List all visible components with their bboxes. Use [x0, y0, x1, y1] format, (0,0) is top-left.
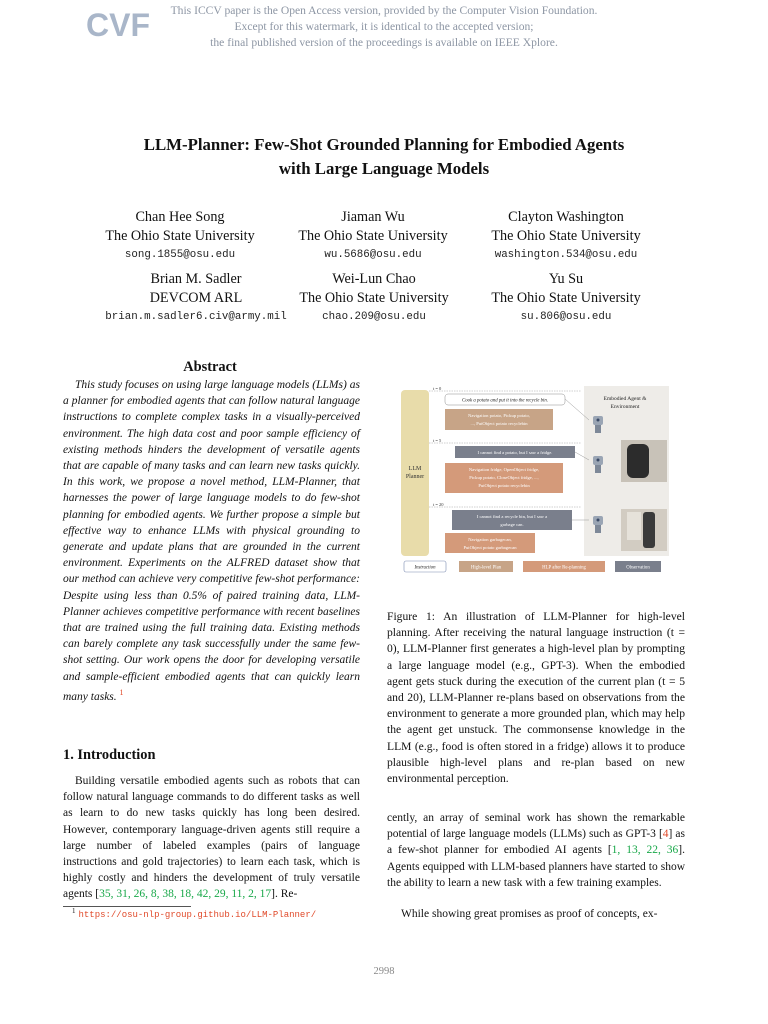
footnote: [72, 907, 317, 920]
plan-2-line-2: Pickup potato, CloseObject fridge, ...,: [469, 475, 539, 480]
citation-links[interactable]: 1, 13, 22, 36: [611, 844, 679, 857]
footnote-number: 1: [72, 907, 76, 915]
legend-instruction-label: Instruction: [414, 565, 436, 571]
author-email: chao.209@osu.edu: [322, 311, 426, 323]
planner-label-line-2: Planner: [405, 474, 425, 480]
llm-planner-bar: [401, 390, 429, 556]
page-number: 2998: [373, 966, 395, 977]
body-text: cently, an array of seminal work has shown the remarkable potential of large language models (LLMs) such as GPT-3 [: [387, 812, 685, 841]
author-affiliation: The Ohio State University: [105, 228, 255, 244]
fridge-shape: [627, 444, 649, 478]
author-block: [70, 208, 290, 264]
right-column-paragraph-2: While showing great promises as proof of concepts, ex-: [401, 908, 658, 920]
wall-shape: [627, 512, 641, 540]
project-url-link[interactable]: https://osu-nlp-group.github.io/LLM-Planner/: [78, 910, 317, 920]
instruction-text: Cook a potato and put it into the recycle bin.: [462, 398, 548, 404]
legend-high-level-plan-label: High-level Plan: [470, 565, 502, 571]
observation-2-line-2: garbage can.: [500, 522, 524, 527]
footnote-link[interactable]: 1: [119, 687, 124, 697]
author-name: Jiaman Wu: [341, 209, 405, 225]
observation-2-line-1: I cannot find a recycle bin, but I saw a: [476, 514, 548, 519]
abstract-text: [63, 377, 360, 705]
author-email: su.806@osu.edu: [520, 311, 612, 323]
agent-label-line-2: Environment: [610, 404, 640, 410]
author-affiliation: The Ohio State University: [491, 290, 641, 306]
timestamp-t5: t = 5: [433, 438, 442, 443]
observation-1-text: I cannot find a potato, but I saw a fridge.: [477, 450, 553, 455]
author-block: [263, 208, 483, 264]
planner-label-line-1: LLM: [408, 466, 422, 472]
author-name: Brian M. Sadler: [150, 271, 242, 287]
citation-links[interactable]: 35, 31, 26, 8, 38, 18, 42, 29, 11, 2, 17: [99, 888, 272, 901]
replanned-plan-3: [445, 533, 535, 553]
right-column-paragraph: [387, 810, 685, 891]
timestamp-t0: t = 0: [433, 386, 442, 391]
plan-1-line-1: Navigation potato, Pickup potato,: [468, 413, 530, 418]
plan-2-line-1: Navigation fridge, OpenObject fridge,: [468, 467, 540, 472]
title-line-1: LLM-Planner: Few-Shot Grounded Planning for Embodied Agents: [143, 135, 625, 154]
author-email: washington.534@osu.edu: [494, 249, 638, 261]
title-line-2: with Large Language Models: [278, 159, 490, 178]
watermark-line-2: Except for this watermark, it is identical to the accepted version;: [234, 20, 534, 33]
intro-paragraph: [63, 773, 360, 903]
watermark-notice: [160, 3, 608, 51]
author-email: wu.5686@osu.edu: [324, 249, 422, 261]
author-name: Clayton Washington: [508, 209, 624, 225]
legend-observation-label: Observation: [626, 565, 650, 571]
plan-3-line-1: Navigation garbagecan,: [468, 537, 512, 542]
abstract-heading: Abstract: [183, 359, 237, 375]
author-affiliation: DEVCOM ARL: [149, 290, 243, 306]
plan-2-line-3: PutObject potato recyclebin: [478, 483, 530, 488]
intro-text: Building versatile embodied agents such as robots that can follow natural language commands to do different tasks as well as learn to do new tasks quickly has long been desired. However, contemporary language-driven agents still require a large number of labeled examples (pairs of language instructions and gold trajectories) to learn each task, which is highly costly and hinders the development of truly versatile agents [: [63, 775, 360, 901]
section-heading-introduction: 1. Introduction: [63, 747, 156, 763]
author-name: Yu Su: [548, 271, 584, 287]
author-block: [456, 270, 676, 326]
timestamp-t20: t = 20: [433, 502, 444, 507]
author-affiliation: The Ohio State University: [299, 290, 449, 306]
intro-text-end: ]. Re-: [271, 888, 298, 901]
plan-1-line-2: ..., PutObject potato recyclebin: [470, 421, 528, 426]
legend-replanning-label: HLP after Re-planning: [542, 565, 586, 571]
author-affiliation: The Ohio State University: [298, 228, 448, 244]
paper-title: [60, 133, 708, 181]
author-block: [264, 270, 484, 326]
cvf-logo: [84, 6, 150, 43]
body-text: ] as a few-shot planner for embodied AI agents [: [387, 828, 685, 857]
figure-caption: Figure 1: An illustration of LLM-Planner for high-level planning. After receiving the natural language instruction (t = 0), LLM-Planner first generates a high-level plan by prompting a large language model (e.g., GPT-3). When the embodied agent gets stuck during the execution of the current plan (t = 5 and 20), LLM-Planner re-plans based on observations from the environment to generate a more grounded plan, which may help the agent get unstuck. The commonsense knowledge in the LLM (e.g., food is often stored in a fridge) allows it to produce plausible high-level plans and re-plan based on new environmental perception.: [387, 610, 685, 786]
author-affiliation: The Ohio State University: [491, 228, 641, 244]
agent-label-line-1: Embodied Agent &: [603, 396, 647, 402]
garbage-can-shape: [643, 512, 655, 548]
author-name: Wei-Lun Chao: [332, 271, 416, 287]
author-name: Chan Hee Song: [135, 209, 225, 225]
abstract-paragraph: This study focuses on using large language models (LLMs) as a planner for embodied agents that can follow natural language instructions to complete complex tasks in a visually-perceived environment. The high data cost and poor sample efficiency of existing methods hinders the development of versatile agents that are capable of many tasks and can learn new tasks quickly. In this work, we propose a novel method, LLM-Planner, that harnesses the power of large language models to do few-shot planning for embodied agents. We further propose a simple but effective way to enhance LLMs with physical grounding to generate and update plans that are grounded in the current environment. Experiments on the ALFRED dataset show that our method can achieve very competitive few-shot performance: Despite using less than 0.5% of paired training data, LLM-Planner achieves competitive performance with recent baselines that are trained using the full training data. Existing methods can barely complete any task successfully under the same few-shot setting. Our work opens the door for developing versatile and sample-efficient embodied agents that can quickly learn many tasks.: [63, 379, 360, 703]
watermark-line-1: This ICCV paper is the Open Access version, provided by the Computer Vision Foundation.: [170, 4, 598, 17]
observation-2: [452, 510, 572, 530]
author-block: [456, 208, 676, 264]
citation-link[interactable]: 4: [662, 828, 669, 841]
watermark-line-3: the final published version of the proceedings is available on IEEE Xplore.: [210, 36, 558, 49]
cvf-logo-text: CVF: [86, 7, 150, 43]
author-email: brian.m.sadler6.civ@army.mil: [105, 311, 287, 323]
figure-1-diagram: [399, 384, 669, 580]
body-text: ]. Agents equipped with LLM-based planners have started to show the ability to learn a new task with a few training examples.: [387, 844, 685, 889]
author-email: song.1855@osu.edu: [124, 249, 236, 261]
plan-3-line-2: PutObject potato garbagecan: [463, 545, 517, 550]
